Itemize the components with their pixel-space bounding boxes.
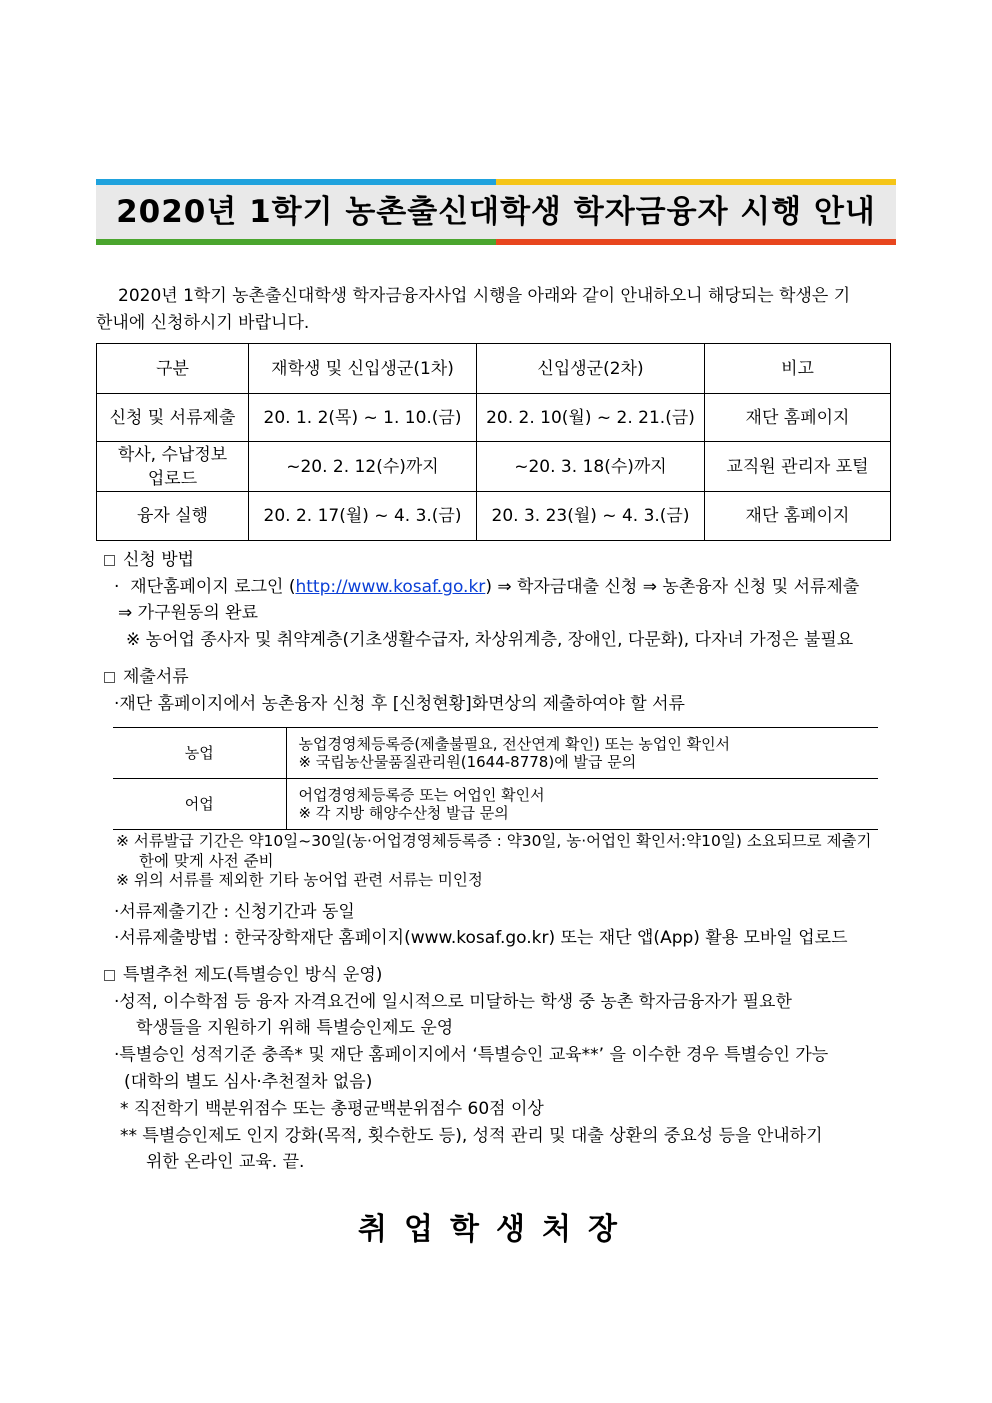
apply-method-bullet-line-2: ⇒ 가구원동의 완료 bbox=[118, 603, 259, 623]
documents-description bbox=[286, 728, 878, 779]
apply-method-heading-text: 신청 방법 bbox=[123, 550, 195, 570]
schedule-row-second: 20. 2. 10(월) ~ 2. 21.(금) bbox=[477, 394, 705, 442]
title-banner bbox=[96, 179, 896, 245]
documents-description bbox=[286, 779, 878, 830]
schedule-row-first: 20. 2. 17(월) ~ 4. 3.(금) bbox=[249, 492, 477, 541]
apply-method-note: ※ 농어업 종사자 및 취약계층(기초생활수급자, 차상위계층, 장애인, 다문화), 다자녀 가정은 불필요 bbox=[126, 630, 854, 650]
documents-description-line-2: ※ 각 지방 해양수산청 발급 문의 bbox=[298, 804, 509, 822]
special-paragraph-2-line-2: (대학의 별도 심사·추천절차 없음) bbox=[124, 1072, 373, 1092]
documents-method: ·서류제출방법 : 한국장학재단 홈페이지(www.kosaf.go.kr) 또는 재단 앱(App) 활용 모바일 업로드 bbox=[114, 928, 848, 948]
checkbox-square-icon bbox=[104, 555, 115, 566]
apply-method-heading bbox=[104, 547, 194, 574]
schedule-header-first: 재학생 및 신입생군(1차) bbox=[249, 344, 477, 394]
schedule-header-row bbox=[97, 344, 891, 394]
documents-description-line-2: ※ 국립농산물품질관리원(1644-8778)에 발급 문의 bbox=[298, 753, 637, 771]
schedule-row-label-line-1: 학사, 수납정보 bbox=[117, 444, 228, 465]
apply-method-suffix: ) ⇒ 학자금대출 신청 ⇒ 농촌융자 신청 및 서류제출 bbox=[485, 577, 860, 597]
schedule-header-note: 비고 bbox=[705, 344, 891, 394]
schedule-row-note: 교직원 관리자 포털 bbox=[705, 442, 891, 492]
documents-heading bbox=[104, 664, 189, 691]
apply-method-bullet bbox=[114, 574, 859, 601]
bullet-dot-icon: · bbox=[114, 577, 131, 597]
page-title: 2020년 1학기 농촌출신대학생 학자금융자 시행 안내 bbox=[116, 194, 876, 230]
special-paragraph-2-line-1: ·특별승인 성적기준 충족* 및 재단 홈페이지에서 ‘특별승인 교육**’ 을 이수한 경우 특별승인 가능 bbox=[114, 1045, 829, 1065]
schedule-table bbox=[96, 343, 891, 541]
schedule-header-second: 신입생군(2차) bbox=[477, 344, 705, 394]
documents-description-line-1: 어업경영체등록증 또는 어업인 확인서 bbox=[298, 786, 545, 804]
apply-method-prefix: 재단홈페이지 로그인 ( bbox=[130, 577, 296, 597]
documents-table bbox=[113, 727, 878, 830]
schedule-row-first: 20. 1. 2(목) ~ 1. 10.(금) bbox=[249, 394, 477, 442]
special-paragraph-1-line-2: 학생들을 지원하기 위해 특별승인제도 운영 bbox=[136, 1018, 454, 1038]
documents-row bbox=[113, 728, 878, 779]
special-footnote-1: * 직전학기 백분위점수 또는 총평균백분위점수 60점 이상 bbox=[120, 1099, 544, 1119]
schedule-row-first: ~20. 2. 12(수)까지 bbox=[249, 442, 477, 492]
documents-row bbox=[113, 779, 878, 830]
intro-line-2: 한내에 신청하시기 바랍니다. bbox=[96, 313, 310, 333]
special-footnote-2-line-1: ** 특별승인제도 인지 강화(목적, 횟수한도 등), 성적 관리 및 대출 상환의 중요성 등을 안내하기 bbox=[120, 1126, 823, 1146]
schedule-row-label bbox=[97, 442, 249, 492]
schedule-row-second: 20. 3. 23(월) ~ 4. 3.(금) bbox=[477, 492, 705, 541]
documents-category: 농업 bbox=[113, 728, 286, 779]
schedule-row-label: 융자 실행 bbox=[97, 492, 249, 541]
special-heading-text: 특별추천 제도(특별승인 방식 운영) bbox=[123, 965, 383, 985]
schedule-header-category: 구분 bbox=[97, 344, 249, 394]
kosaf-link[interactable]: http://www.kosaf.go.kr bbox=[295, 577, 486, 597]
schedule-row-label-line-2: 업로드 bbox=[147, 468, 198, 489]
schedule-row-label: 신청 및 서류제출 bbox=[97, 394, 249, 442]
documents-period: ·서류제출기간 : 신청기간과 동일 bbox=[114, 902, 355, 922]
special-footnote-2-line-2: 위한 온라인 교육. 끝. bbox=[146, 1152, 305, 1172]
documents-category: 어업 bbox=[113, 779, 286, 830]
schedule-row-note: 재단 홈페이지 bbox=[705, 394, 891, 442]
special-heading bbox=[104, 962, 382, 989]
intro-line-1: 2020년 1학기 농촌출신대학생 학자금융자사업 시행을 아래와 같이 안내하오니 해당되는 학생은 기 bbox=[118, 286, 851, 306]
documents-heading-text: 제출서류 bbox=[123, 667, 189, 687]
issuer-signature: 취업학생처장 bbox=[358, 1212, 634, 1247]
checkbox-square-icon bbox=[104, 672, 115, 683]
schedule-row-second: ~20. 3. 18(수)까지 bbox=[477, 442, 705, 492]
schedule-row-note: 재단 홈페이지 bbox=[705, 492, 891, 541]
documents-intro: ·재단 홈페이지에서 농촌융자 신청 후 [신청현황]화면상의 제출하여야 할 서류 bbox=[114, 694, 685, 714]
schedule-row bbox=[97, 442, 891, 492]
title-bar-bottom-green bbox=[96, 239, 496, 245]
documents-note-1-line-2: 한에 맞게 사전 준비 bbox=[139, 852, 274, 870]
documents-description-line-1: 농업경영체등록증(제출불필요, 전산연계 확인) 또는 농업인 확인서 bbox=[298, 735, 731, 753]
checkbox-square-icon bbox=[104, 970, 115, 981]
special-paragraph-1-line-1: ·성적, 이수학점 등 융자 자격요건에 일시적으로 미달하는 학생 중 농촌 학자금융자가 필요한 bbox=[114, 992, 792, 1012]
schedule-row bbox=[97, 492, 891, 541]
schedule-row bbox=[97, 394, 891, 442]
title-bar-bottom-red bbox=[496, 239, 896, 245]
documents-note-2: ※ 위의 서류를 제외한 기타 농어업 관련 서류는 미인정 bbox=[116, 871, 483, 889]
documents-note-1-line-1: ※ 서류발급 기간은 약10일~30일(농·어업경영체등록증 : 약30일, 농·어업인 확인서:약10일) 소요되므로 제출기 bbox=[116, 832, 872, 850]
